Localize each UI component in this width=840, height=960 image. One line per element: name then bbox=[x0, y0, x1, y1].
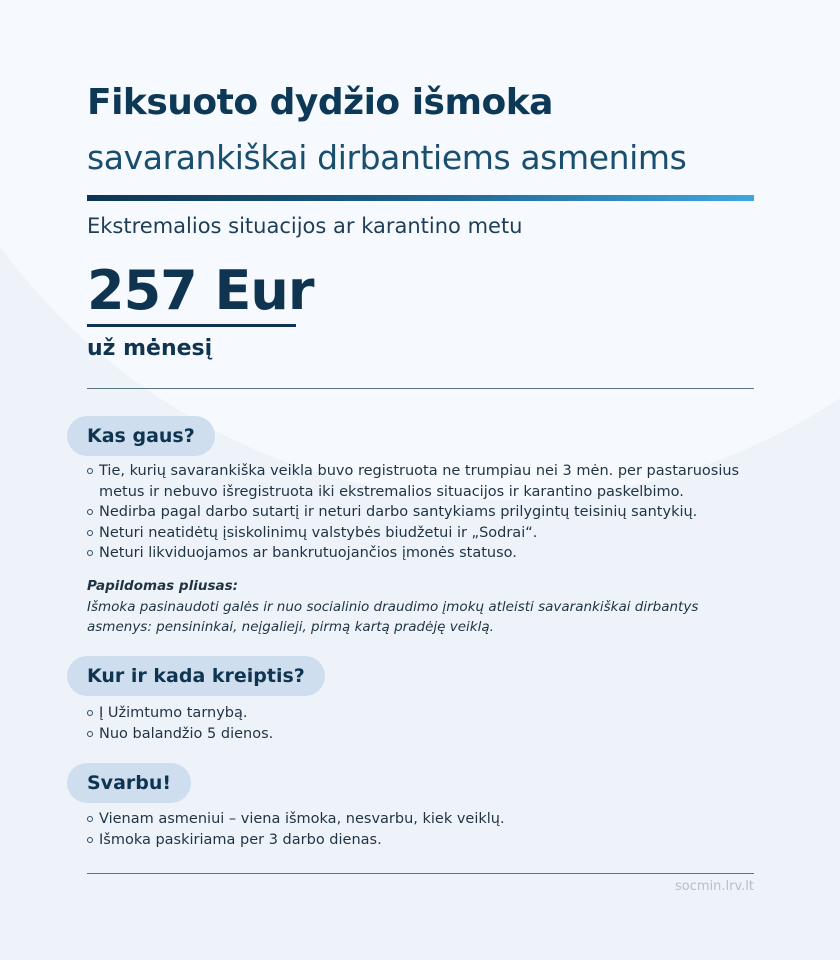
list-item: Į Užimtumo tarnybą. bbox=[87, 703, 754, 724]
bullet-icon bbox=[87, 550, 93, 556]
context-line: Ekstremalios situacijos ar karantino metu bbox=[87, 214, 523, 238]
extra-note-title: Papildomas pliusas: bbox=[87, 578, 239, 594]
footer-divider bbox=[87, 873, 754, 874]
bullet-icon bbox=[87, 530, 93, 536]
bullet-icon bbox=[87, 731, 93, 737]
bullet-icon bbox=[87, 837, 93, 843]
footer-url: socmin.lrv.lt bbox=[674, 879, 754, 894]
bullet-icon bbox=[87, 710, 93, 716]
list-item: Nuo balandžio 5 dienos. bbox=[87, 724, 754, 745]
bullet-icon bbox=[87, 816, 93, 822]
section-divider bbox=[87, 388, 754, 389]
page-title: Fiksuoto dydžio išmoka bbox=[87, 82, 553, 123]
list-item: Neturi neatidėtų įsiskolinimų valstybės biudžetui ir „Sodrai“. bbox=[87, 523, 754, 544]
list-item: Neturi likviduojamos ar bankrutuojančios įmonės statuso. bbox=[87, 543, 754, 564]
bullet-icon bbox=[87, 509, 93, 515]
extra-note-text: Išmoka pasinaudoti galės ir nuo socialinio draudimo įmokų atleisti savarankiškai dirbantys asmenys: pensininkai, neįgalieji, pirmą kartą pradėję veiklą. bbox=[87, 598, 699, 635]
list-item: Tie, kurių savarankiška veikla buvo registruota ne trumpiau nei 3 mėn. per pastaruosius metus ir nebuvo išregistruota iki ekstremalios situacijos ir karantino paskelbimo. bbox=[87, 461, 754, 502]
eligibility-list bbox=[87, 461, 754, 564]
section-heading-important: Svarbu! bbox=[67, 763, 191, 803]
bullet-icon bbox=[87, 468, 93, 474]
list-item: Vienam asmeniui – viena išmoka, nesvarbu, kiek veiklų. bbox=[87, 809, 754, 830]
amount-period: už mėnesį bbox=[87, 336, 213, 361]
title-divider bbox=[87, 195, 754, 201]
list-item: Išmoka paskiriama per 3 darbo dienas. bbox=[87, 830, 754, 851]
infographic bbox=[87, 0, 754, 960]
list-item: Nedirba pagal darbo sutartį ir neturi darbo santykiams prilygintų teisinių santykių. bbox=[87, 502, 754, 523]
important-list bbox=[87, 809, 754, 850]
where-list bbox=[87, 703, 754, 744]
amount-underline bbox=[87, 324, 296, 327]
section-heading-where: Kur ir kada kreiptis? bbox=[67, 656, 325, 696]
amount-value: 257 Eur bbox=[87, 259, 314, 322]
extra-note bbox=[87, 576, 754, 638]
section-heading-who: Kas gaus? bbox=[67, 416, 215, 456]
page-subtitle: savarankiškai dirbantiems asmenims bbox=[87, 138, 687, 177]
